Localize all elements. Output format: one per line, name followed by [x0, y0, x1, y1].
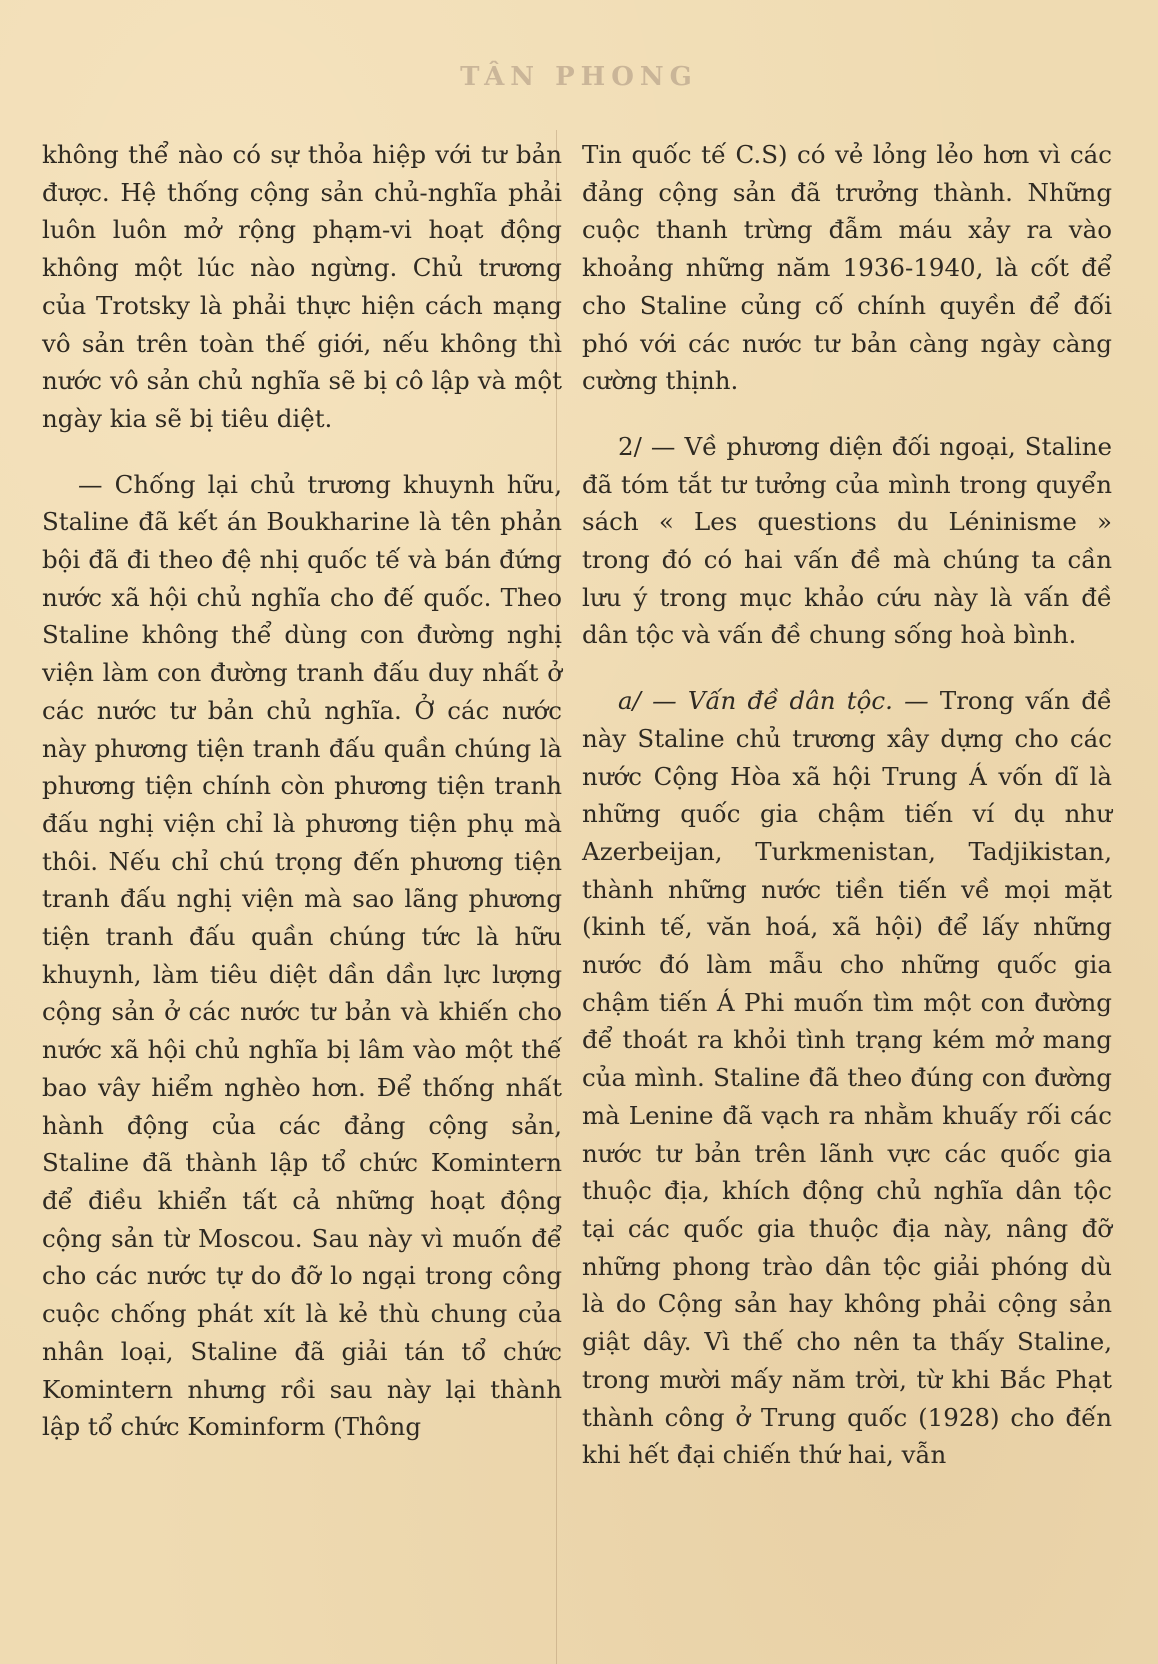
right-paragraph-2: 2/ — Về phương diện đối ngoại, Staline đã tóm tắt tư tưởng của mình trong quyển sách « Les questions du Léninisme » trong đó có hai vấn đề mà chúng ta cần lưu ý trong mục khảo cứu này là vấn đề dân tộc và vấn đề chung sống hoà bình.: [582, 431, 1112, 650]
right-paragraph-3-text: Trong vấn đề này Staline chủ trương xây dựng cho các nước Cộng Hòa xã hội Trung Á vốn dĩ là những quốc gia chậm tiến ví dụ như Azerbeijan, Turkmenistan, Tadjikistan, thành những nước tiền tiến về mọi mặt (kinh tế, văn hoá, xã hội) để lấy những nước đó làm mẫu cho những quốc gia chậm tiến Á Phi muốn tìm một con đường để thoát ra khỏi tình trạng kém mở mang của mình. Staline đã theo đúng con đường mà Lenine đã vạch ra nhằm khuấy rối các nước tư bản trên lãnh vực các quốc gia thuộc địa, khích động chủ nghĩa dân tộc tại các quốc gia thuộc địa này, nâng đỡ những phong trào dân tộc giải phóng dù là do Cộng sản hay không phải cộng sản giật dây. Vì thế cho nên ta thấy Staline, trong mười mấy năm trời, từ khi Bắc Phạt thành công ở Trung quốc (1928) cho đến khi hết đại chiến thứ hai, vẫn: [582, 686, 1112, 1470]
right-paragraph-3: [582, 682, 1112, 1474]
left-paragraph-1: không thể nào có sự thỏa hiệp với tư bản được. Hệ thống cộng sản chủ-nghĩa phải luôn luôn mở rộng phạm-vi hoạt động không một lúc nào ngừng. Chủ trương của Trotsky là phải thực hiện cách mạng vô sản trên toàn thế giới, nếu không thì nước vô sản chủ nghĩa sẽ bị cô lập và một ngày kia sẽ bị tiêu diệt.: [42, 140, 562, 433]
left-column: [42, 136, 562, 1446]
right-column: [582, 136, 1112, 1474]
running-title: TÂN PHONG: [460, 62, 698, 92]
right-paragraph-1: Tin quốc tế C.S) có vẻ lỏng lẻo hơn vì các đảng cộng sản đã trưởng thành. Những cuộc thanh trừng đẫm máu xảy ra vào khoảng những năm 1936-1940, là cốt để cho Staline củng cố chính quyền để đối phó với các nước tư bản càng ngày càng cường thịnh.: [582, 140, 1112, 396]
section-subheading: a/ — Vấn đề dân tộc. —: [618, 686, 929, 716]
left-paragraph-2: — Chống lại chủ trương khuynh hữu, Staline đã kết án Boukharine là tên phản bội đã đi theo đệ nhị quốc tế và bán đứng nước xã hội chủ nghĩa cho đế quốc. Theo Staline không thể dùng con đường nghị viện làm con đường tranh đấu duy nhất ở các nước tư bản chủ nghĩa. Ở các nước này phương tiện tranh đấu quần chúng là phương tiện chính còn phương tiện tranh đấu nghị viện chỉ là phương tiện phụ mà thôi. Nếu chỉ chú trọng đến phương tiện tranh đấu nghị viện mà sao lãng phương tiện tranh đấu quần chúng tức là hữu khuynh, làm tiêu diệt dần dần lực lượng cộng sản ở các nước tư bản và khiến cho nước xã hội chủ nghĩa bị lâm vào một thế bao vây hiểm nghèo hơn. Để thống nhất hành động của các đảng cộng sản, Staline đã thành lập tổ chức Komintern để điều khiển tất cả những hoạt động cộng sản từ Moscou. Sau này vì muốn để cho các nước tự do đỡ lo ngại trong công cuộc chống phát xít là kẻ thù chung của nhân loại, Staline đã giải tán tổ chức Komintern nhưng rồi sau này lại thành lập tổ chức Kominform (Thông: [42, 469, 562, 1442]
